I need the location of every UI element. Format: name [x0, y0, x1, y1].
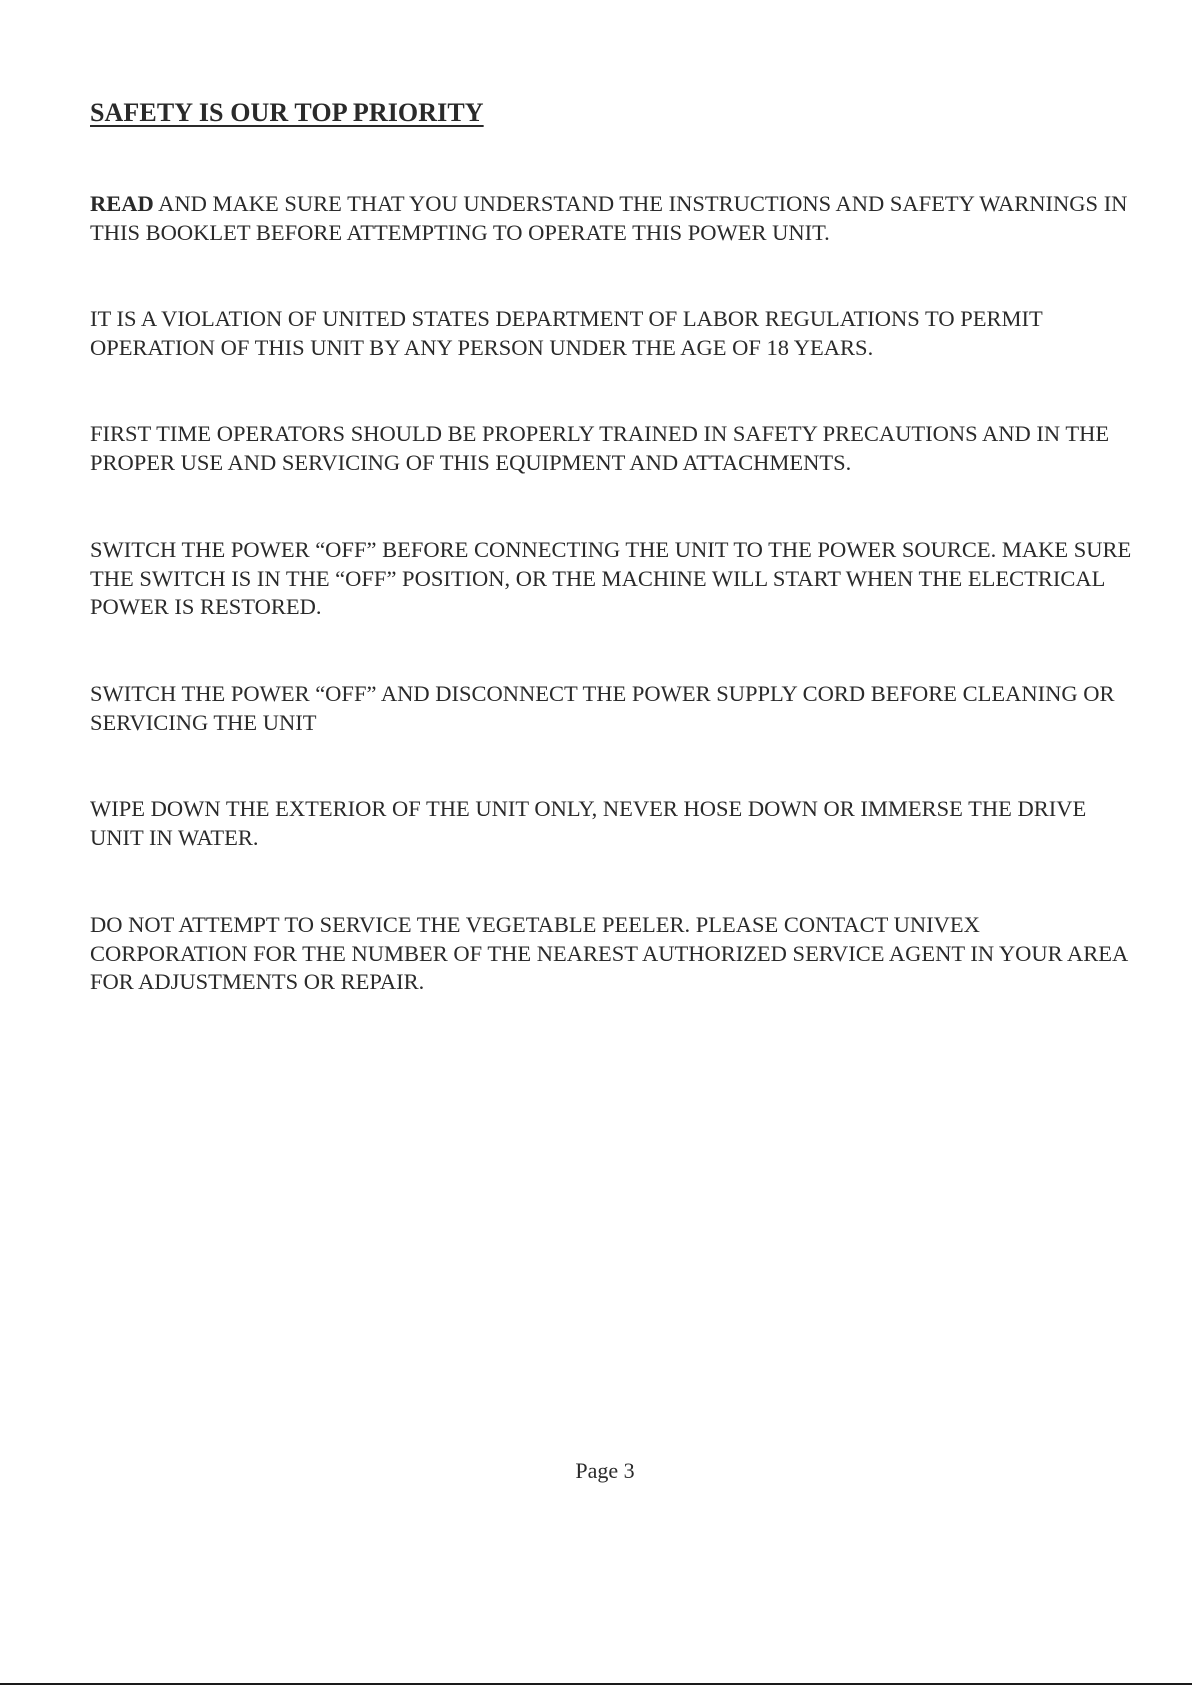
- paragraph-text: DO NOT ATTEMPT TO SERVICE THE VEGETABLE PEELER. PLEASE CONTACT UNIVEX CORPORATION FOR THE NUMBER OF THE NEAREST AUTHORIZED SERVICE AGENT IN YOUR AREA FOR ADJUSTMENTS OR REPAIR.: [90, 912, 1128, 994]
- safety-paragraph-read-instructions: [90, 190, 1140, 247]
- paragraph-lead-word: READ: [90, 191, 154, 216]
- paragraph-text: SWITCH THE POWER “OFF” BEFORE CONNECTING THE UNIT TO THE POWER SOURCE. MAKE SURE THE SWITCH IS IN THE “OFF” POSITION, OR THE MACHINE WILL START WHEN THE ELECTRICAL POWER IS RESTORED.: [90, 537, 1132, 619]
- paragraph-text: IT IS A VIOLATION OF UNITED STATES DEPARTMENT OF LABOR REGULATIONS TO PERMIT OPERATION OF THIS UNIT BY ANY PERSON UNDER THE AGE OF 18 YEARS.: [90, 306, 1043, 360]
- paragraph-text: AND MAKE SURE THAT YOU UNDERSTAND THE INSTRUCTIONS AND SAFETY WARNINGS IN THIS BOOKLET BEFORE ATTEMPTING TO OPERATE THIS POWER UNIT.: [90, 191, 1128, 245]
- safety-paragraph-operator-training: [90, 420, 1140, 477]
- safety-paragraph-service-contact: [90, 911, 1140, 997]
- safety-paragraph-wipe-down: [90, 795, 1140, 852]
- safety-paragraph-age-restriction: [90, 305, 1140, 362]
- page-title: SAFETY IS OUR TOP PRIORITY: [90, 98, 484, 127]
- paragraph-text: SWITCH THE POWER “OFF” AND DISCONNECT THE POWER SUPPLY CORD BEFORE CLEANING OR SERVICING THE UNIT: [90, 681, 1115, 735]
- safety-paragraph-power-off-connect: [90, 536, 1140, 622]
- paragraph-text: FIRST TIME OPERATORS SHOULD BE PROPERLY TRAINED IN SAFETY PRECAUTIONS AND IN THE PROPER USE AND SERVICING OF THIS EQUIPMENT AND ATTACHMENTS.: [90, 421, 1110, 475]
- page-number: Page 3: [575, 1458, 635, 1483]
- paragraph-text: WIPE DOWN THE EXTERIOR OF THE UNIT ONLY, NEVER HOSE DOWN OR IMMERSE THE DRIVE UNIT IN WATER.: [90, 796, 1087, 850]
- safety-paragraph-disconnect-before-cleaning: [90, 680, 1140, 737]
